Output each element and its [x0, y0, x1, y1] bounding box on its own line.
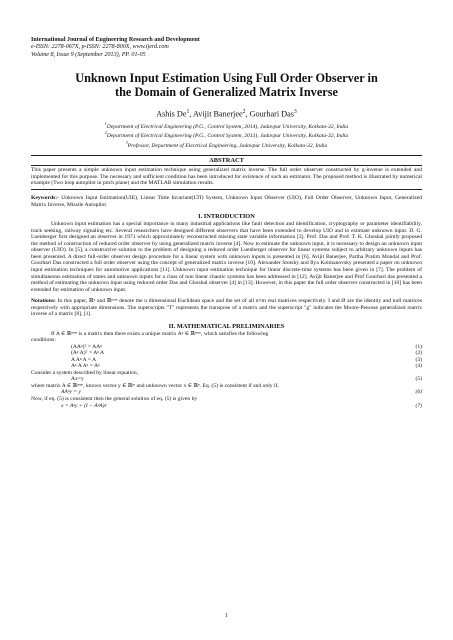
affiliation-1-text: Department of Electrical Engineering (P.G., Control System, 2014), Jadavpur University, Kolkata-32, India — [106, 123, 349, 130]
affiliation-2-mark: 2 — [104, 131, 107, 136]
equation-5-number: (5) — [415, 376, 422, 383]
author-3-mark: 3 — [293, 109, 297, 116]
equation-1-body: (AAᵍ)ᵀ = AAᵍ — [71, 343, 102, 350]
equation-1-number: (1) — [415, 343, 422, 350]
abstract-box — [31, 155, 422, 190]
equation-4-body: Aᵍ A Aᵍ = Aᵍ — [71, 363, 100, 370]
journal-name: International Journal of Engineering Research and Development — [31, 37, 200, 43]
equation-7 — [31, 403, 422, 410]
author-list — [31, 109, 422, 119]
preliminaries-conditions: conditions: — [31, 337, 56, 344]
author-2-mark: 2 — [242, 109, 246, 116]
equation-6-body: AAᵍy = y — [61, 389, 81, 396]
affiliation-1 — [31, 121, 422, 130]
equation-3-number: (3) — [415, 356, 422, 363]
introduction-paragraph: Unknown input estimation has a special importance in many industrial applications like fault detection and identification, cryptography or parameter identifiability, track seeking, railway signaling etc. Several researchers have designed different observers that have been extended to develop UIO and to estimate unknown input. D. G. Luenberger first designed an observer in 1971 which approximately reconstructed missing state variable information [3]. Prof. Das and Prof. T. K. Ghoshal jointly proposed the method of construction of reduced order observer by using generalized matrix inverse [4]. Now to estimate the unknown input, it is necessary to design an unknown input observer (UIO). In [5], a constructive solution to the problem of designing a reduced order Luenberger observer for linear systems subject to arbitrary unknown inputs has been presented. A direct full-order observer design procedure for a linear system with unknown inputs is presented in [6]. Avijit Banerjee, Partha Pratim Mondal and Prof. Gourhari Das constructed a full order observer using the concept of generalized matrix inverse [10]. Alexander Stotsky and Ilya Kolmanovsky presented a paper on unknown input estimation techniques for automotive applications [11]. Unknown input estimation technique for linear discrete-time systems has been given in [7]. The problem of simultaneous estimation of states and unknown inputs for a class of non linear chaotic systems has been addressed in [12]. Avijit Banerjee and Prof Gourhari das presented a method of estimating the unknown input using reduced order Das and Ghoshal observer [4] in [13]. However, in this paper the full order observer constructed in [10] has been extended for estimation of unknown input. — [31, 221, 422, 293]
equation-3-body: A Aᵍ A = A — [71, 356, 97, 363]
preliminaries-intro: If A ∈ ℝᵐˣⁿ is a matrix then there exists a unique matrix Aᵍ ∈ ℝⁿˣᵐ, which satisfies the following — [51, 330, 269, 337]
page-number: 1 — [225, 613, 228, 619]
equation-4-number: (4) — [415, 363, 422, 370]
paper-title — [31, 71, 422, 99]
journal-issn: e-ISSN: 2278-067X, p-ISSN: 2278-800X, www.ijerd.com — [31, 44, 169, 51]
abstract-heading: ABSTRACT — [31, 157, 422, 166]
journal-volume: Volume 8, Issue 9 (September 2013), PP. 01-05 — [31, 51, 146, 58]
equation-6-number: (6) — [415, 389, 422, 396]
equation-5-body: Ax=y — [71, 376, 84, 383]
system-description: Consider a system described by linear equation, — [31, 369, 139, 376]
keywords-text: Unknown Input Estimation(UIE), Linear Time Invariant(LTI) System, Unknown Input Observer (UIO), Full Order Observer, Unknown Input, Generalized Matrix Inverse, Missile Autopilot. — [31, 195, 422, 208]
keywords-label: Keywords:- — [31, 195, 59, 202]
title-line-2: the Domain of Generalized Matrix Inverse — [114, 85, 338, 100]
title-line-1: Unknown Input Estimation Using Full Order Observer in — [75, 70, 378, 85]
notations-label: Notations: — [31, 298, 56, 305]
affiliation-1-mark: 1 — [104, 122, 107, 127]
journal-header — [31, 37, 422, 59]
affiliation-3-text: Professor, Department of Electrical Engineering, Jadavpur University, Kolkata-32, India — [127, 142, 328, 149]
equation-2-body: (Aᵍ A)ᵀ = Aᵍ A — [71, 350, 105, 357]
notations-text: In this paper, ℝⁿ and ℝⁿˣᵐ denote the n dimensional Euclidean space and the set of all n×m real matrices respectively. I and Ø are the identity and null matrices respectively with appropriate dimensions. The superscripts "T" represents the transpose of a matrix and the superscript "g" indicates the Moore-Penrose generalized matrix inverse of a matrix [8], [1]. — [31, 298, 422, 318]
equation-7-body: x = Aᵍy + (I − AᵍA)r — [61, 402, 107, 409]
affiliation-3 — [31, 140, 422, 149]
consistency-condition: where matrix A ∈ ℝᵐˣⁿ, known vector y ∈ ℝᵐ and unknown vector x ∈ ℝⁿ. Eq. (5) is consistent if and only if, — [31, 382, 279, 389]
keywords — [31, 195, 422, 208]
author-1: Ashis De — [156, 110, 187, 120]
author-1-mark: 1 — [186, 109, 190, 116]
affiliation-2 — [31, 130, 422, 139]
affiliation-2-text: Department of Electrical Engineering (P.G., Control System, 2013), Jadavpur University, Kolkata-32, India — [106, 133, 349, 140]
notations-paragraph — [31, 298, 422, 318]
section-preliminaries-heading: II. MATHEMATICAL PRELIMINARIES — [168, 322, 285, 330]
affiliation-3-mark: 3 — [125, 140, 128, 145]
equation-2-number: (2) — [415, 350, 422, 357]
section-introduction-heading: I. INTRODUCTION — [198, 213, 255, 221]
author-3: , Gourhari Das — [245, 110, 294, 120]
general-solution-text: Now, if eq. (5) is consistent then the general solution of eq. (5) is given by — [31, 395, 198, 402]
abstract-text: This paper presents a simple unknown input estimation technique using generalized matrix inverse. The full order observer constructed by g-inverse is extended and implemented for this purpose. The necessary and sufficient condition has been introduced for existence of such an estimator. The proposed method is illustrated by numerical example (Two loop autopilot in pitch plane) and the MATLAB simulation results. — [31, 167, 422, 187]
author-2: , Avijit Banerjee — [189, 110, 243, 120]
equation-7-number: (7) — [415, 402, 422, 409]
affiliations — [31, 121, 422, 149]
